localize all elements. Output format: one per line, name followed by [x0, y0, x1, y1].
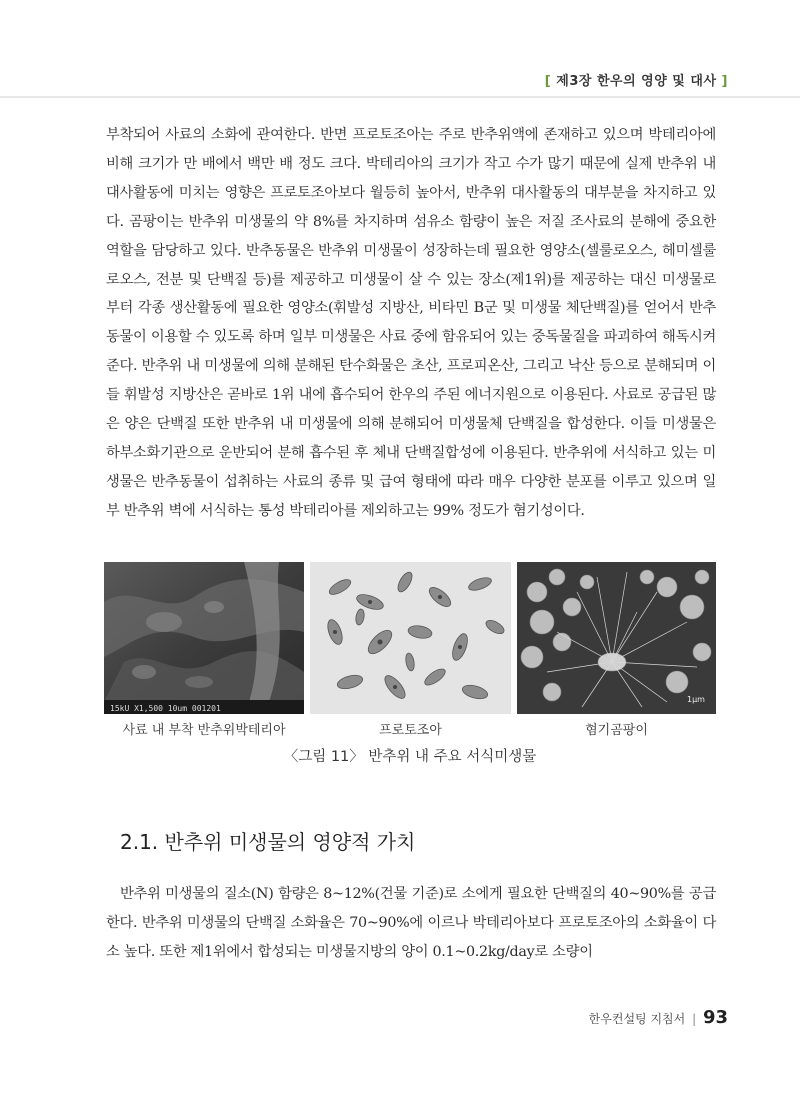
fungi-photo [517, 562, 716, 714]
page-number: 93 [702, 1007, 728, 1028]
header-bracket-close: ] [721, 74, 728, 89]
sem-bacteria-photo [104, 562, 304, 714]
footer-separator: | [692, 1012, 697, 1026]
header-bracket-open: [ [544, 74, 552, 89]
sem-scale-text: 15kU X1,500 10um 001201 [110, 704, 221, 713]
footer-book-title: 한우컨설팅 지침서 [588, 1012, 686, 1026]
figure-photos [104, 562, 716, 714]
page-footer [589, 1007, 728, 1028]
protozoa-photo [310, 562, 511, 714]
caption-protozoa: 프로토조아 [379, 723, 442, 738]
header-rule [0, 96, 800, 98]
body-paragraph-1: 부착되어 사료의 소화에 관여한다. 반면 프로토조아는 주로 반추위액에 존재하고 있으며 박테리아에 비해 크기가 만 배에서 백만 배 정도 크다. 박테리아의 크기가 작고 수가 많기 때문에 실제 반추위 내 대사활동에 미치는 영향은 프로토조아보다 월등히 높아서, 반추위 대사활동의 대부분을 차지하고 있다. 곰팡이는 반추위 미생물의 약 8%를 차지하며 섬유소 함량이 높은 저질 조사료의 분해에 중요한 역할을 담당하고 있다. 반추동물은 반추위 미생물이 성장하는데 필요한 영양소(셀룰로오스, 헤미셀룰로오스, 전분 및 단백질 등)를 제공하고 미생물이 살 수 있는 장소(제1위)를 제공하는 대신 미생물로부터 각종 생산활동에 필요한 영양소(휘발성 지방산, 비타민 B군 및 미생물 체단백질)를 얻어서 반추동물이 이용할 수 있도록 하며 일부 미생물은 사료 중에 함유되어 있는 중독물질을 파괴하여 해독시켜 준다. 반추위 내 미생물에 의해 분해된 탄수화물은 초산, 프로피온산, 그리고 낙산 등으로 분해되며 이들 휘발성 지방산은 곧바로 1위 내에 흡수되어 한우의 주된 에너지원으로 이용된다. 사료로 공급된 많은 양은 단백질 또한 반추위 내 미생물에 의해 분해되어 미생물체 단백질을 합성한다. 이들 미생물은 하부소화기관으로 운반되어 분해 흡수된 후 체내 단백질합성에 이용된다. 반추위에 서식하고 있는 미생물은 반추동물이 섭취하는 사료의 종류 및 급여 형태에 따라 매우 다양한 분포를 이루고 있으며 일부 반추위 벽에 서식하는 통성 박테리아를 제외하고는 99% 정도가 혐기성이다. [106, 127, 716, 519]
caption-bacteria: 사료 내 부착 반추위박테리아 [122, 723, 286, 738]
figure-title: 〈그림 11〉 반추위 내 주요 서식미생물 [283, 749, 537, 765]
header-title: 제3장 한우의 영양 및 대사 [556, 74, 717, 89]
running-header [545, 70, 728, 89]
caption-fungi: 혐기곰팡이 [585, 723, 648, 738]
section-title: 2.1. 반추위 미생물의 영양적 가치 [120, 830, 416, 854]
fungi-scale-text: 1μm [687, 695, 705, 704]
body-paragraph-2: 반추위 미생물의 질소(N) 함량은 8~12%(건물 기준)로 소에게 필요한 단백질의 40~90%를 공급한다. 반추위 미생물의 단백질 소화율은 70~90%에 이르나 박테리아보다 프로토조아의 소화율이 다소 높다. 또한 제1위에서 합성되는 미생물지방의 양이 0.1~0.2kg/day로 소량이 [106, 886, 716, 960]
